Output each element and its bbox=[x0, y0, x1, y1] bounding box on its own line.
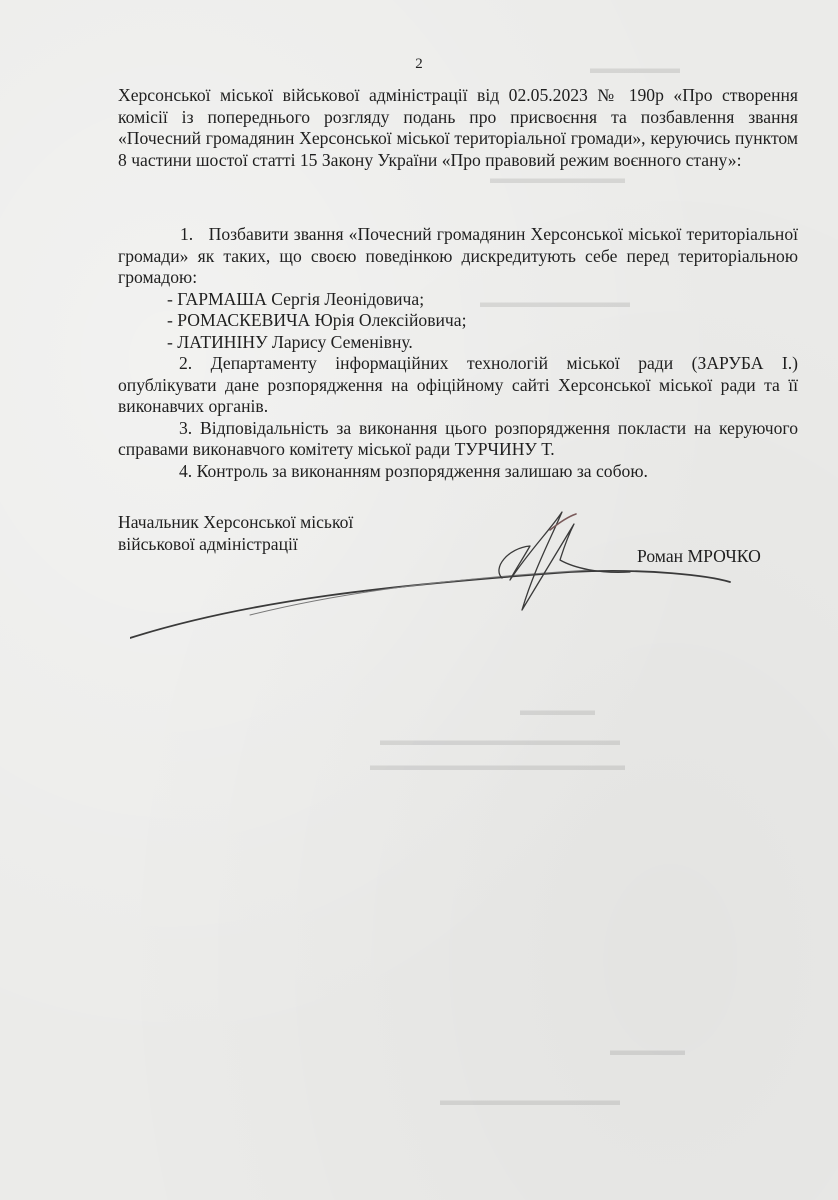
signature-stroke bbox=[499, 512, 630, 610]
page-number: 2 bbox=[415, 56, 423, 72]
bleed-through-texture: ▬▬▬▬▬▬ bbox=[590, 61, 680, 77]
item-number: 4. bbox=[179, 460, 193, 481]
item-number: 2. bbox=[179, 353, 193, 373]
item-text: Департаменту інформаційних технологій міської ради (ЗАРУБА І.) опублікувати дане розпорядження на офіційному сайті Херсонської міської ради та її виконавчих органів. bbox=[118, 353, 798, 416]
handwritten-signature bbox=[130, 510, 750, 650]
item-1 bbox=[118, 224, 798, 289]
bleed-through-texture: ▬▬▬▬▬▬▬▬▬▬ bbox=[480, 295, 630, 311]
item-4 bbox=[118, 461, 798, 483]
bleed-through-texture: ▬▬▬▬▬▬▬▬▬▬▬▬▬▬▬▬▬ bbox=[370, 758, 625, 774]
item-2 bbox=[118, 353, 798, 418]
signer-title-line: військової адміністрації bbox=[118, 533, 298, 554]
item-text: Відповідальність за виконання цього розпорядження покласти на керуючого справами виконавчого комітету міської ради ТУРЧИНУ Т. bbox=[118, 417, 798, 459]
item-number: 3. bbox=[179, 417, 193, 438]
names-list bbox=[118, 289, 798, 354]
bleed-through-texture: ▬▬▬▬▬▬▬▬▬▬▬▬ bbox=[440, 1093, 620, 1109]
name-entry: - ЛАТИНІНУ Ларису Семенівну. bbox=[167, 331, 413, 352]
bleed-through-texture: ▬▬▬▬▬▬▬▬▬▬▬▬▬▬▬▬ bbox=[380, 733, 620, 749]
document-intro bbox=[118, 85, 798, 171]
item-number: 1. bbox=[180, 224, 194, 244]
signature-stroke bbox=[250, 570, 590, 615]
item-3 bbox=[118, 418, 798, 461]
item-text: Позбавити звання «Почесний громадянин Херсонської міської територіальної громади» як таких, що своєю поведінкою дискредитують себе перед територіальною громадою: bbox=[118, 224, 798, 287]
bleed-through-texture: ▬▬▬▬▬▬▬▬▬ bbox=[490, 171, 625, 187]
item-text: Контроль за виконанням розпорядження залишаю за собою. bbox=[196, 460, 648, 481]
name-entry: - ГАРМАША Сергія Леонідовича; bbox=[167, 288, 425, 309]
signature-stroke bbox=[130, 571, 730, 638]
bleed-through-texture: ▬▬▬▬▬ bbox=[520, 703, 595, 719]
signer-title-line: Начальник Херсонської міської bbox=[118, 512, 354, 532]
intro-paragraph: Херсонської міської військової адміністрації від 02.05.2023 № 190р «Про створення комісії із попереднього розгляду подань про присвоєння та позбавлення звання «Почесний громадянин Херсонської міської територіальної громади», керуючись пунктом 8 частини шостої статті 15 Закону України «Про правовий режим воєнного стану»: bbox=[118, 85, 798, 170]
bleed-through-texture: ▬▬▬▬▬ bbox=[610, 1043, 685, 1059]
signer-name: Роман МРОЧКО bbox=[637, 546, 761, 566]
name-entry: - РОМАСКЕВИЧА Юрія Олексійовича; bbox=[167, 310, 467, 330]
document-items bbox=[118, 224, 798, 482]
